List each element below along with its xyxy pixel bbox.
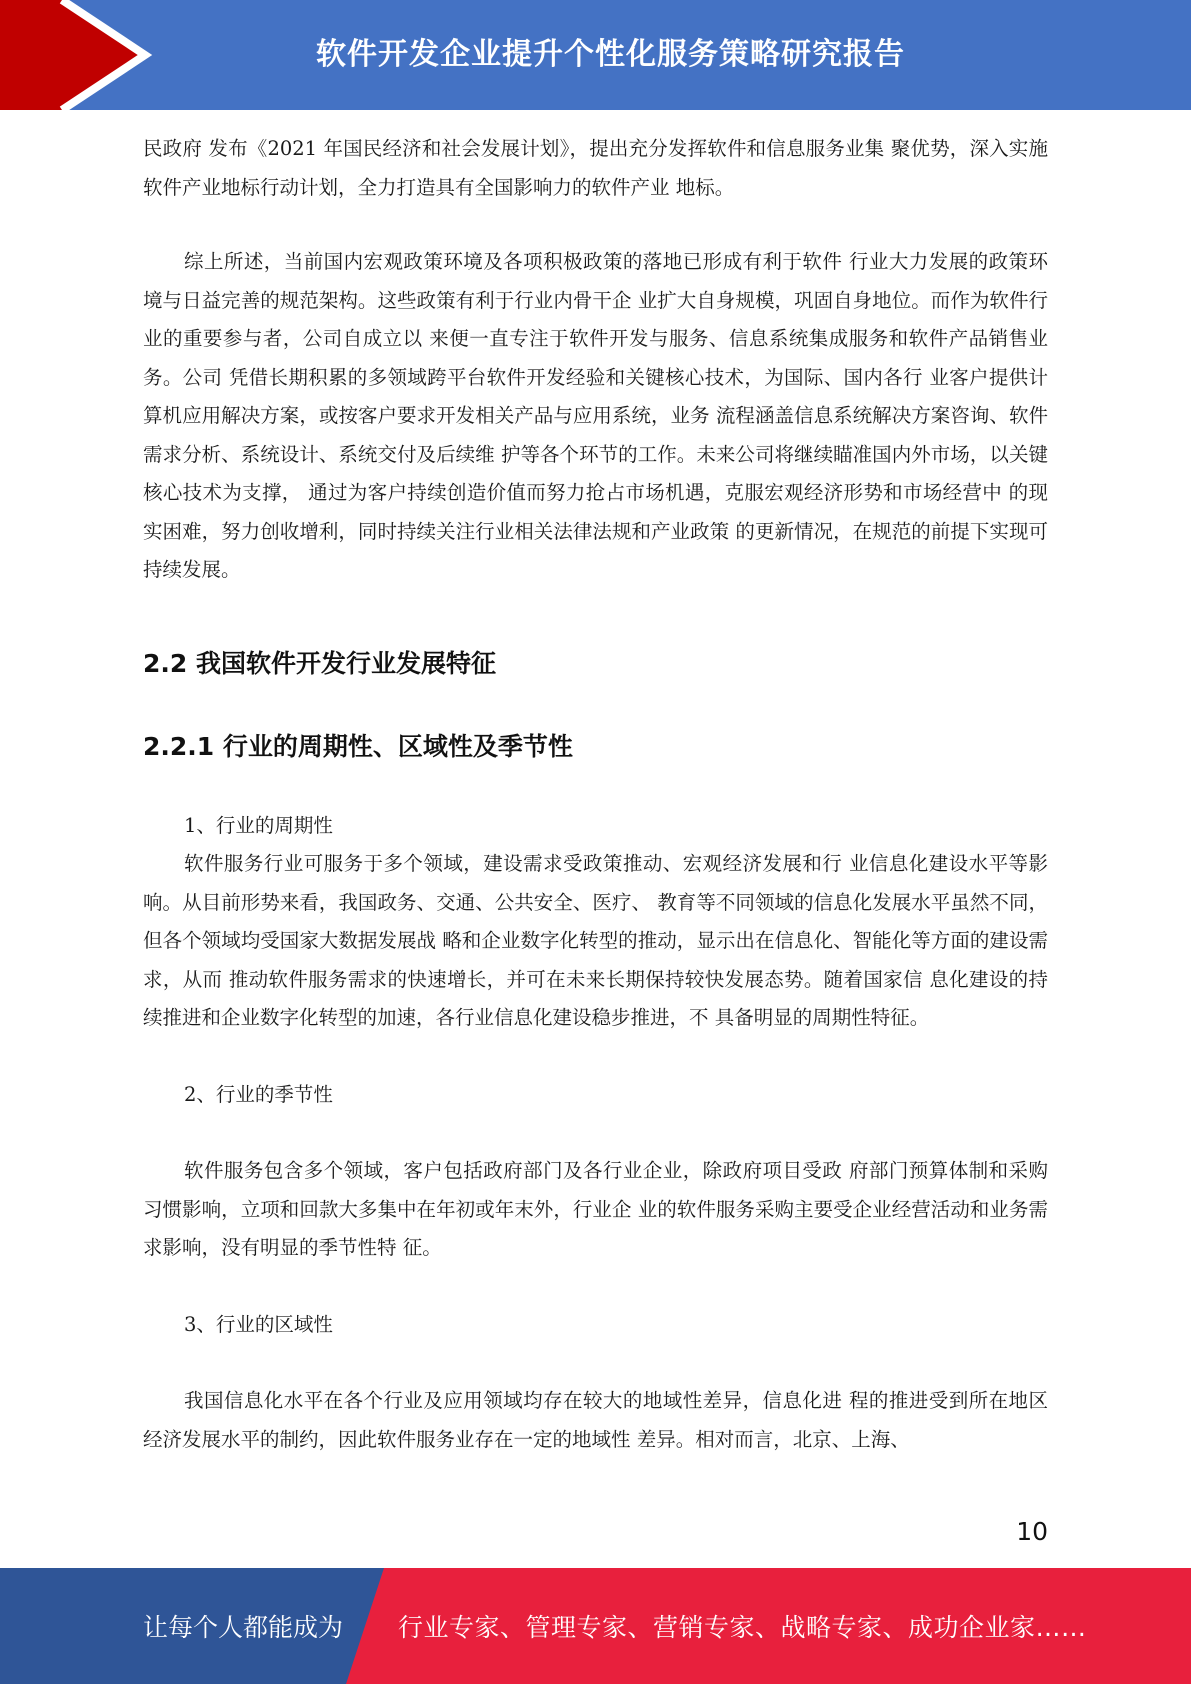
section-heading: 2.2 我国软件开发行业发展特征 xyxy=(143,648,496,678)
paragraph-regional: 我国信息化水平在各个行业及应用领域均存在较大的地域性差异，信息化进 程的推进受到所在地区经济发展水平的制约，因此软件服务业存在一定的地域性 差异。相对而言，北京、上海、 xyxy=(143,1389,1048,1451)
paragraph-seasonal: 软件服务包含多个领域，客户包括政府部门及各行业企业，除政府项目受政 府部门预算体制和采购习惯影响，立项和回款大多集中在年初或年末外，行业企 业的软件服务采购主要受企业经营活动和业务需求影响，没有明显的季节性特 征。 xyxy=(143,1159,1048,1259)
page-header xyxy=(0,0,1191,110)
item-title-seasonal: 2、行业的季节性 xyxy=(184,1082,333,1106)
item-title-cyclical: 1、行业的周期性 xyxy=(184,813,333,837)
item-title-regional: 3、行业的区域性 xyxy=(184,1312,333,1336)
page-number: 10 xyxy=(1016,1517,1048,1546)
page-footer xyxy=(0,1568,1191,1684)
document-body xyxy=(143,130,1048,1459)
footer-slogan-right: 行业专家、管理专家、营销专家、战略专家、成功企业家…… xyxy=(398,1613,1087,1642)
paragraph-summary: 综上所述，当前国内宏观政策环境及各项积极政策的落地已形成有利于软件 行业大力发展的政策环境与日益完善的规范架构。这些政策有利于行业内骨干企 业扩大自身规模，巩固自身地位。而作为软件行业的重要参与者，公司自成立以 来便一直专注于软件开发与服务、信息系统集成服务和软件产品销售业务。公司 凭借长期积累的多领域跨平台软件开发经验和关键核心技术，为国际、国内各行 业客户提供计算机应用解决方案，或按客户要求开发相关产品与应用系统，业务 流程涵盖信息系统解决方案咨询、软件需求分析、系统设计、系统交付及后续维 护等各个环节的工作。未来公司将继续瞄准国内外市场，以关键核心技术为支撑， 通过为客户持续创造价值而努力抢占市场机遇，克服宏观经济形势和市场经营中 的现实困难，努力创收增利，同时持续关注行业相关法律法规和产业政策 的更新情况，在规范的前提下实现可持续发展。 xyxy=(143,250,1048,581)
footer-slogan-left: 让每个人都能成为 xyxy=(143,1613,344,1642)
subsection-heading: 2.2.1 行业的周期性、区域性及季节性 xyxy=(143,731,573,761)
document-title: 软件开发企业提升个性化服务策略研究报告 xyxy=(316,37,905,72)
paragraph-continued: 民政府 发布《2021 年国民经济和社会发展计划》，提出充分发挥软件和信息服务业集 聚优势，深入实施软件产业地标行动计划，全力打造具有全国影响力的软件产业 地标。 xyxy=(143,137,1048,199)
paragraph-cyclical: 软件服务行业可服务于多个领域，建设需求受政策推动、宏观经济发展和行 业信息化建设水平等影响。从目前形势来看，我国政务、交通、公共安全、医疗、 教育等不同领域的信息化发展水平虽然不同，但各个领域均受国家大数据发展战 略和企业数字化转型的推动，显示出在信息化、智能化等方面的建设需求，从而 推动软件服务需求的快速增长，并可在未来长期保持较快发展态势。随着国家信 息化建设的持续推进和企业数字化转型的加速，各行业信息化建设稳步推进，不 具备明显的周期性特征。 xyxy=(143,852,1048,1029)
header-red-arrow xyxy=(0,0,145,110)
